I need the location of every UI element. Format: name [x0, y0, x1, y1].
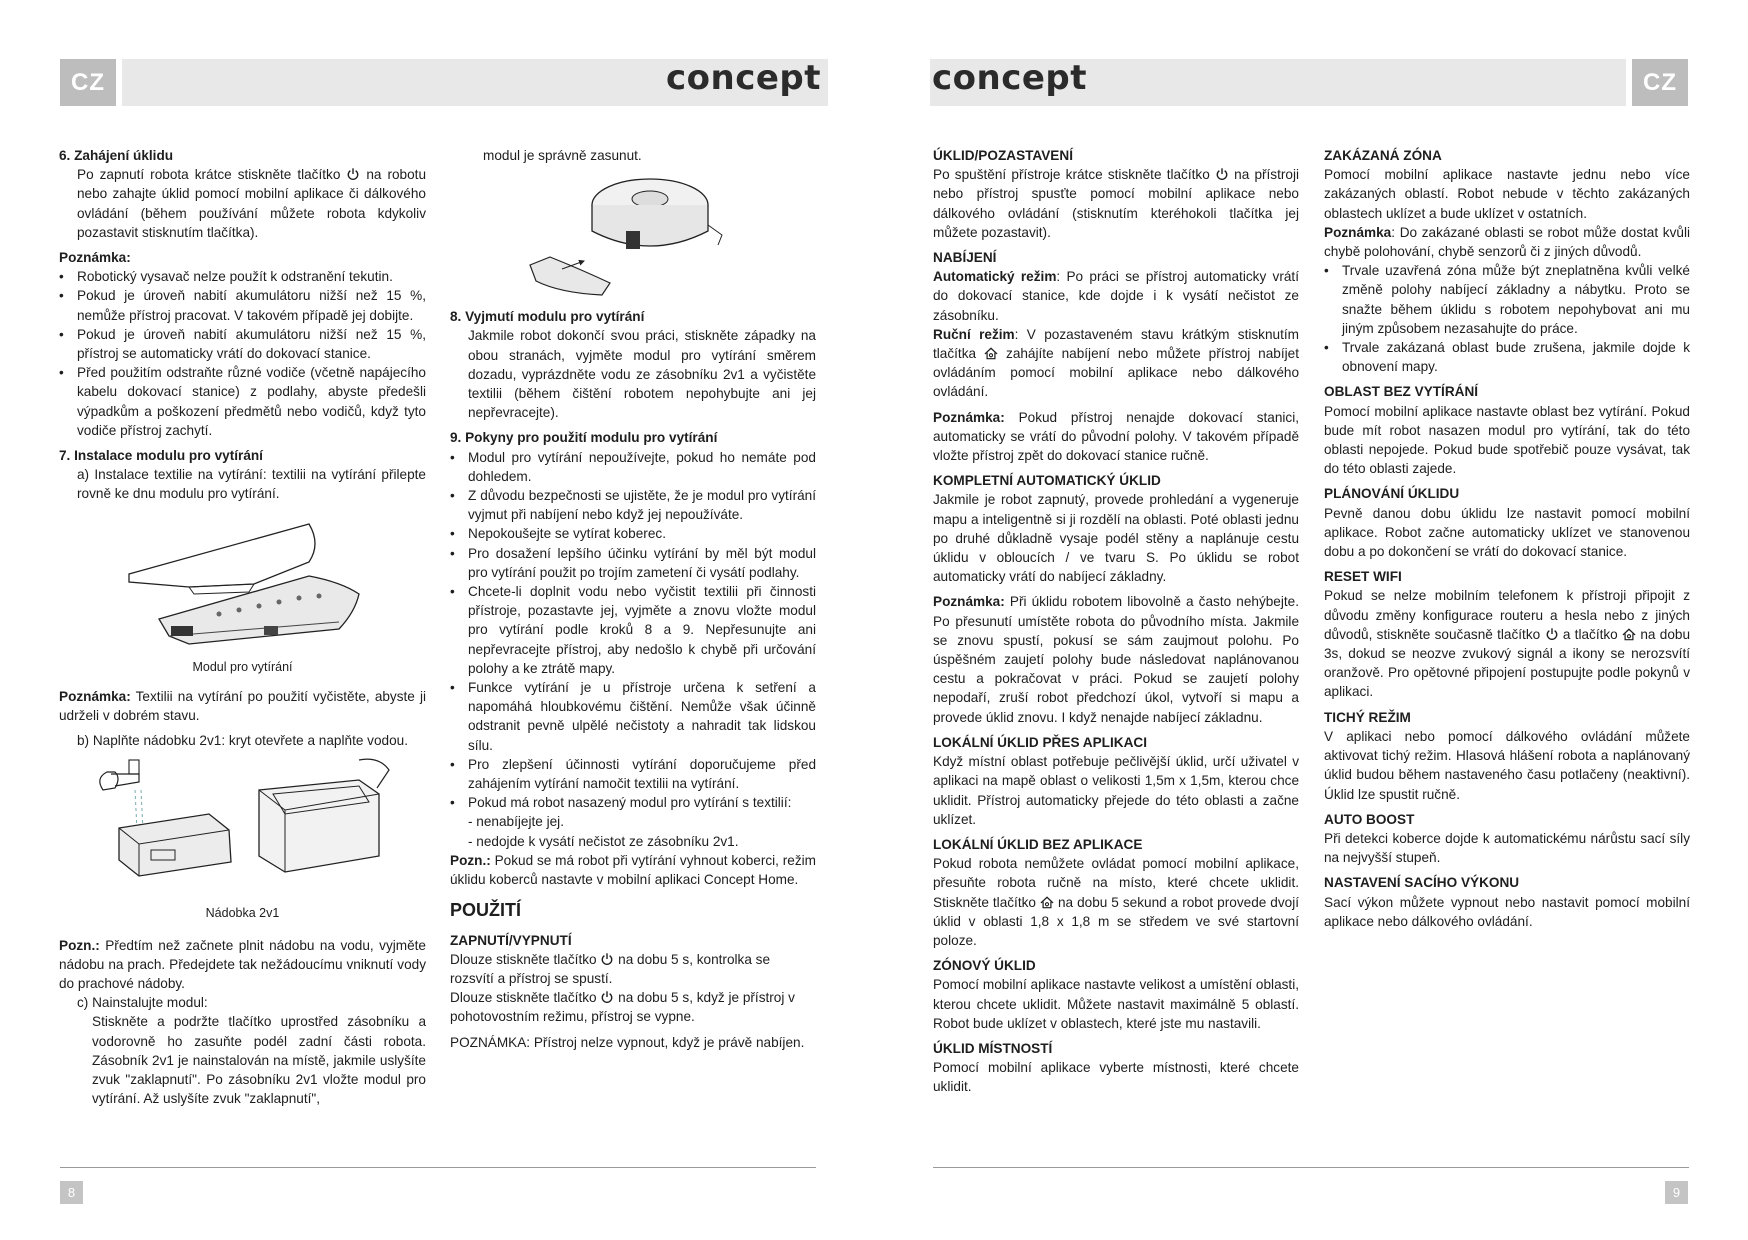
pozn-note [59, 936, 426, 994]
column-1 [59, 146, 426, 1109]
auto-mode-desc: : Po práci se přístroj automaticky vrátí do dokovací stanice, kde dojde i k vysátí nečistot ze zásobníku. [933, 269, 1299, 323]
charging-note-text: Pokud přístroj nenajde dokovací stanici, automaticky se vrátí do původní polohy. V takovém případě vložte přístroj zpět do dokovací stanice ručně. [933, 409, 1299, 464]
pozn-text: Předtím než začnete plnit nádobu na vodu, vyjměte nádobu na prach. Předejdete tak nežádoucímu vniknutí vody do prachové nádoby. [59, 937, 426, 992]
home-icon [1622, 628, 1636, 641]
footer-divider-right [933, 1167, 1689, 1168]
sub-item: - nenabíjejte jej. [468, 814, 564, 830]
section-7a-text: a) Instalace textilie na vytírání: textilii na vytírání přilepte rovně ke dnu modulu pro vytírání. [77, 467, 426, 502]
list-item: • Modul pro vytírání nepoužívejte, pokud ho nemáte pod dohledem. [450, 448, 816, 486]
forbidden-zone-text: Pomocí mobilní aplikace nastavte jednu nebo více zakázaných oblastí. Robot nebude v těchto zakázaných oblastech uklízet a bude uklízet v ostatních. [1324, 167, 1690, 221]
figure-caption: Nádobka 2v1 [205, 906, 280, 921]
auto-boost-title: AUTO BOOST [1324, 811, 1415, 827]
power-icon [1215, 167, 1229, 181]
power-icon [600, 990, 614, 1004]
sub-item: - nedojde k vysátí nečistot ze zásobníku 2v1. [468, 833, 739, 849]
no-mop-text: Pomocí mobilní aplikace nastavte oblast bez vytírání. Pokud bude mít robot nasazen modul pro vytírání, tak do této oblasti nepojede. Pokud bude spotřebič pouze vysávat, tak do této oblasti zajede. [1324, 403, 1690, 477]
full-auto-note-label: Poznámka: [933, 594, 1005, 610]
suction-title: NASTAVENÍ SACÍHO VÝKONU [1324, 875, 1520, 891]
water-tank-illustration [59, 750, 426, 900]
power-off-text [450, 988, 816, 1026]
local-app-title: LOKÁLNÍ ÚKLID PŘES APLIKACI [933, 734, 1147, 750]
suction-text: Sací výkon můžete vypnout nebo nastavit pomocí mobilní aplikace nebo dálkového ovládání. [1324, 894, 1690, 929]
note-2-text: Textilii na vytírání po použití vyčistěte, abyste ji udrželi v dobrém stavu. [59, 688, 427, 724]
section-6-text-b: na robotu nebo zahajte úklid pomocí mobilní aplikace či dálkového ovládání (během používání můžete robota kdykoliv pozastavit stisknutím tlačítka). [77, 167, 427, 240]
full-auto-note-text: Při úklidu robotem libovolně a často nehýbejte. Po přesunutí umístěte robota do původního místa. Jakmile se znovu spustí, pokusí se sám zaujmout polohu. Po úspěšném zaujetí polohy bude následovat naplánovanou cestu a pokračovat v práci. Pokud se zaujetí polohy nepodaří, zruší robot předchozí úkol, vytvoří si mapu a provede úklid znovu. I když nenajde nabíjecí základnu. [933, 594, 1300, 725]
header-divider-left [116, 59, 122, 106]
local-noapp-text [933, 854, 1299, 950]
room-text: Pomocí mobilní aplikace vyberte místnosti, které chcete uklidit. [933, 1060, 1299, 1095]
charging-note-label: Poznámka: [933, 409, 1005, 425]
wifi-reset-text-c: na dobu 3s, dokud se neozve zvukový signál a ikony se nerozsvítí oranžově. Pro opětovné připojení postupujte podle pokynů v aplikaci. [1324, 626, 1691, 700]
home-icon [984, 347, 998, 360]
auto-boost-text: Při detekci koberce dojde k automatickému nárůstu sací síly na nejvyšší stupeň. [1324, 830, 1690, 866]
usage-title: POUŽITÍ [450, 900, 521, 921]
local-noapp-title: LOKÁLNÍ ÚKLID BEZ APLIKACE [933, 836, 1143, 852]
room-title: ÚKLID MÍSTNOSTÍ [933, 1040, 1053, 1056]
wifi-reset-text-a: Pokud se nelze mobilním telefonem k přístroji připojit z důvodu změny konfigurace routeru a hesla nebo z jiných důvodů, stiskněte současně tlačítko [1324, 588, 1690, 642]
list-item: • Pokud je úroveň nabití akumulátoru nižší než 15 %, nemůže přístroj pracovat. V takovém případě jej dobijte. [59, 286, 426, 324]
zone-text: Pomocí mobilní aplikace nastavte velikost a umístění oblasti, kterou chcete uklidit. Můžete nastavit maximálně 5 oblastí. Robot bude uklízet v oblastech, které jste mu nastavili. [933, 977, 1299, 1031]
local-noapp-text-a: Pokud robota nemůžete ovládat pomocí mobilní aplikace, přesuňte robota ručně na místo, které chcete uklidit. Stiskněte tlačítko [933, 856, 1299, 910]
note-title: Poznámka: [59, 250, 131, 266]
wifi-reset-text-b: a tlačítko [1562, 626, 1618, 642]
manual-mode-text [933, 325, 1299, 402]
list-item: • Nepokoušejte se vytírat koberec. [450, 524, 816, 543]
section-6-title: 6. Zahájení úklidu [59, 148, 174, 163]
section-8-title: 8. Vyjmutí modulu pro vytírání [450, 309, 645, 325]
pozn-text: Pokud se má robot při vytírání vyhnout koberci, režim úklidu koberců nastavte v mobilní aplikaci Concept Home. [450, 852, 817, 888]
figure-caption: Modul pro vytírání [192, 659, 293, 674]
notes-list [59, 267, 426, 440]
list-item: • Trvale uzavřená zóna může být zneplatněna kvůli velké změně polohy nabíjecí základny a nábytku. Proto se snažte během úklidu s robotem nepohybovat ani mu jiným způsobem nezasahujte do práce. [1324, 261, 1690, 338]
header-divider-right [1626, 59, 1632, 106]
full-auto-title: KOMPLETNÍ AUTOMATICKÝ ÚKLID [933, 473, 1161, 489]
note-2-label: Poznámka: [59, 688, 131, 704]
pozn-label: Pozn.: [59, 937, 100, 953]
pause-title: ÚKLID/POZASTAVENÍ [933, 148, 1073, 163]
full-auto-note [933, 592, 1299, 726]
forbidden-note-text: : Do zakázané oblasti se robot může dostat kvůli chybě polohování, chybě senzorů či z jiných důvodů. [1324, 224, 1690, 260]
schedule-title: PLÁNOVÁNÍ ÚKLIDU [1324, 486, 1460, 502]
mop-module-illustration [59, 504, 426, 654]
robot-mop-illustration [450, 165, 816, 301]
zone-title: ZÓNOVÝ ÚKLID [933, 958, 1036, 974]
column-3 [933, 146, 1299, 1097]
manual-mode-label: Ruční režim [933, 326, 1015, 342]
section-6-text [59, 165, 426, 242]
local-noapp-text-b: na dobu 5 sekund a robot provede dvojí úklid v oblasti 1,8 x 1,8 m se středem ve své startovní poloze. [933, 894, 1300, 948]
list-item: • Chcete-li doplnit vodu nebo vyčistit textilii při činnosti přístroje, pozastavte jej, vyjměte a znovu vložte modul pro vytírání podle kroků 8 a 9. Nepřesunujte ani nepřevracejte přístroj, aby nedošlo k chybě při určování polohy a ke ztrátě mapy. [450, 582, 816, 678]
pozn-note [450, 851, 816, 889]
power-icon [600, 952, 614, 966]
section-8-text: Jakmile robot dokončí svou práci, stiskněte západky na obou stranách, vyjměte modul pro vytírání směrem dozadu, vyprázdněte vodu ze zásobníku 2v1 a vyčistěte textilii (během čištění robotem nepohybujte ani jej nepřevracejte). [468, 328, 816, 421]
auto-mode-text [933, 267, 1299, 325]
list-item: • Pokud je úroveň nabití akumulátoru nižší než 15 %, přístroj se automaticky vrátí do dokovací stanice. [59, 325, 426, 363]
language-tag-left: CZ [60, 59, 116, 106]
power-icon [346, 167, 360, 181]
forbidden-note-label: Poznámka [1324, 224, 1392, 240]
charging-title: NABÍJENÍ [933, 250, 997, 266]
pozn-label: Pozn.: [450, 852, 491, 868]
power-off-text-b: na dobu 5 s, když je přístroj v pohotovostním režimu, přístroj se vypne. [450, 990, 795, 1025]
power-on-text [450, 950, 816, 988]
list-item: • Z důvodu bezpečnosti se ujistěte, že je modul pro vytírání vyjmut při nabíjení nebo když jej nepoužíváte. [450, 486, 816, 524]
forbidden-zone-list [1324, 261, 1690, 376]
section-7c-title: c) Nainstalujte modul: [77, 995, 208, 1011]
list-item: • Pro zlepšení účinnosti vytírání doporučujeme před zahájením vytírání namočit textilii na vytírání. [450, 755, 816, 793]
section-7c-text: Stiskněte a podržte tlačítko uprostřed zásobníku a vodorovně ho zasuňte podél zadní části robota. Zásobník 2v1 je nainstalován na místě, jakmile uslyšíte zvuk "zaklapnutí". Po zásobníku 2v1 vložte modul pro vytírání. Až uslyšíte zvuk "zaklapnutí", [92, 1014, 426, 1107]
wifi-reset-text [1324, 586, 1690, 701]
quiet-mode-text: V aplikaci nebo pomocí dálkového ovládání můžete aktivovat tichý režim. Hlasová hlášení robota a naplánovaný úklid budou během nastaveného času potlačeny (neaktivní). Úklid lze spustit ručně. [1324, 728, 1690, 802]
manual-mode-desc-b: zahájíte nabíjení nebo můžete přístroj nabíjet ovládáním pomocí mobilní aplikace nebo dálkového ovládání. [933, 346, 1299, 400]
pause-text-b: na přístroji nebo přístroj spusťte pomocí mobilní aplikace nebo dálkového ovládání (stisknutím kteréhokoli tlačítka jej můžete pozastavit). [933, 167, 1300, 240]
column-2 [450, 146, 816, 1052]
note-2 [59, 687, 426, 725]
section-7b-text: b) Naplňte nádobku 2v1: kryt otevřete a naplňte vodou. [77, 733, 408, 749]
mop-instructions-list [450, 448, 816, 813]
charging-note [933, 408, 1299, 466]
power-off-text-a: Dlouze stiskněte tlačítko [450, 990, 597, 1006]
section-9-title: 9. Pokyny pro použití modulu pro vytírání [450, 430, 718, 446]
page-number-left: 8 [60, 1181, 83, 1204]
page-number-right: 9 [1665, 1181, 1688, 1204]
quiet-mode-title: TICHÝ REŽIM [1324, 709, 1411, 725]
onoff-title: ZAPNUTÍ/VYPNUTÍ [450, 932, 572, 948]
pause-text [933, 165, 1299, 242]
continued-text: modul je správně zasunut. [483, 148, 642, 163]
list-item: • Před použitím odstraňte různé vodiče (včetně napájecího kabelu dokovací stanice) z podlahy, abyste předešli výpadkům a poškození předmětů nebo vodičů, když tyto vodiče přístroj zachytí. [59, 363, 426, 440]
full-auto-text: Jakmile je robot zapnutý, provede prohledání a vygeneruje mapu a inteligentně si ji rozdělí na oblasti. Poté oblasti jednu po druhé důkladně vysaje podél stěny a naplánuje cestu úklidu v obloucích / ve tvaru S. Po úklidu se robot automaticky vrátí do nabíjecí základny. [933, 492, 1299, 585]
home-icon [1040, 896, 1054, 909]
list-item: • Pro dosažení lepšího účinku vytírání by měl být modul pro vytírání použit po trojím zametení či vysátí podlahy. [450, 544, 816, 582]
column-4 [1324, 146, 1690, 931]
list-item: • Trvale zakázaná oblast bude zrušena, jakmile dojde k obnovení mapy. [1324, 338, 1690, 376]
forbidden-zone-note [1324, 223, 1690, 261]
pause-text-a: Po spuštění přístroje krátce stiskněte tlačítko [933, 167, 1210, 183]
wifi-reset-title: RESET WIFI [1324, 569, 1402, 585]
manual-mode-desc-a: : V pozastaveném stavu krátkým stisknutím tlačítka [933, 326, 1299, 362]
list-item: • Pokud má robot nasazený modul pro vytírání s textilií: [450, 793, 816, 812]
power-note: POZNÁMKA: Přístroj nelze vypnout, když je právě nabíjen. [450, 1034, 805, 1050]
brand-logo-left: concept [666, 58, 822, 98]
power-on-text-b: na dobu 5 s, kontrolka se rozsvítí a přístroj se spustí. [450, 951, 771, 986]
list-item: • Funkce vytírání je u přístroje určena k setření a napomáhá hloubkovému čištění. Nemůže však účinně odstranit pevně ulpělé nečistoty a nahradit tak lidskou sílu. [450, 678, 816, 755]
language-tag-right: CZ [1632, 59, 1688, 106]
list-item: • Robotický vysavač nelze použít k odstranění tekutin. [59, 267, 426, 286]
brand-logo-right: concept [932, 58, 1088, 98]
power-icon [1545, 627, 1559, 641]
section-6-text-a: Po zapnutí robota krátce stiskněte tlačítko [77, 167, 341, 183]
auto-mode-label: Automatický režim [933, 269, 1057, 285]
schedule-text: Pevně danou dobu úklidu lze nastavit pomocí mobilní aplikace. Robot začne automaticky uklízet ve stanovenou dobu a po dokončení se vrátí do dokovací stanice. [1324, 505, 1690, 560]
forbidden-zone-title: ZAKÁZANÁ ZÓNA [1324, 148, 1442, 163]
local-app-text: Když místní oblast potřebuje pečlivější úklid, určí uživatel v aplikaci na mapě oblast o velikosti 1,5m x 1,5m, kterou chce uklidit. Přístroj automaticky přejede do této oblasti a začne uklízet. [933, 754, 1299, 827]
footer-divider-left [60, 1167, 816, 1168]
no-mop-title: OBLAST BEZ VYTÍRÁNÍ [1324, 384, 1479, 400]
power-on-text-a: Dlouze stiskněte tlačítko [450, 951, 597, 967]
section-7-title: 7. Instalace modulu pro vytírání [59, 448, 263, 464]
